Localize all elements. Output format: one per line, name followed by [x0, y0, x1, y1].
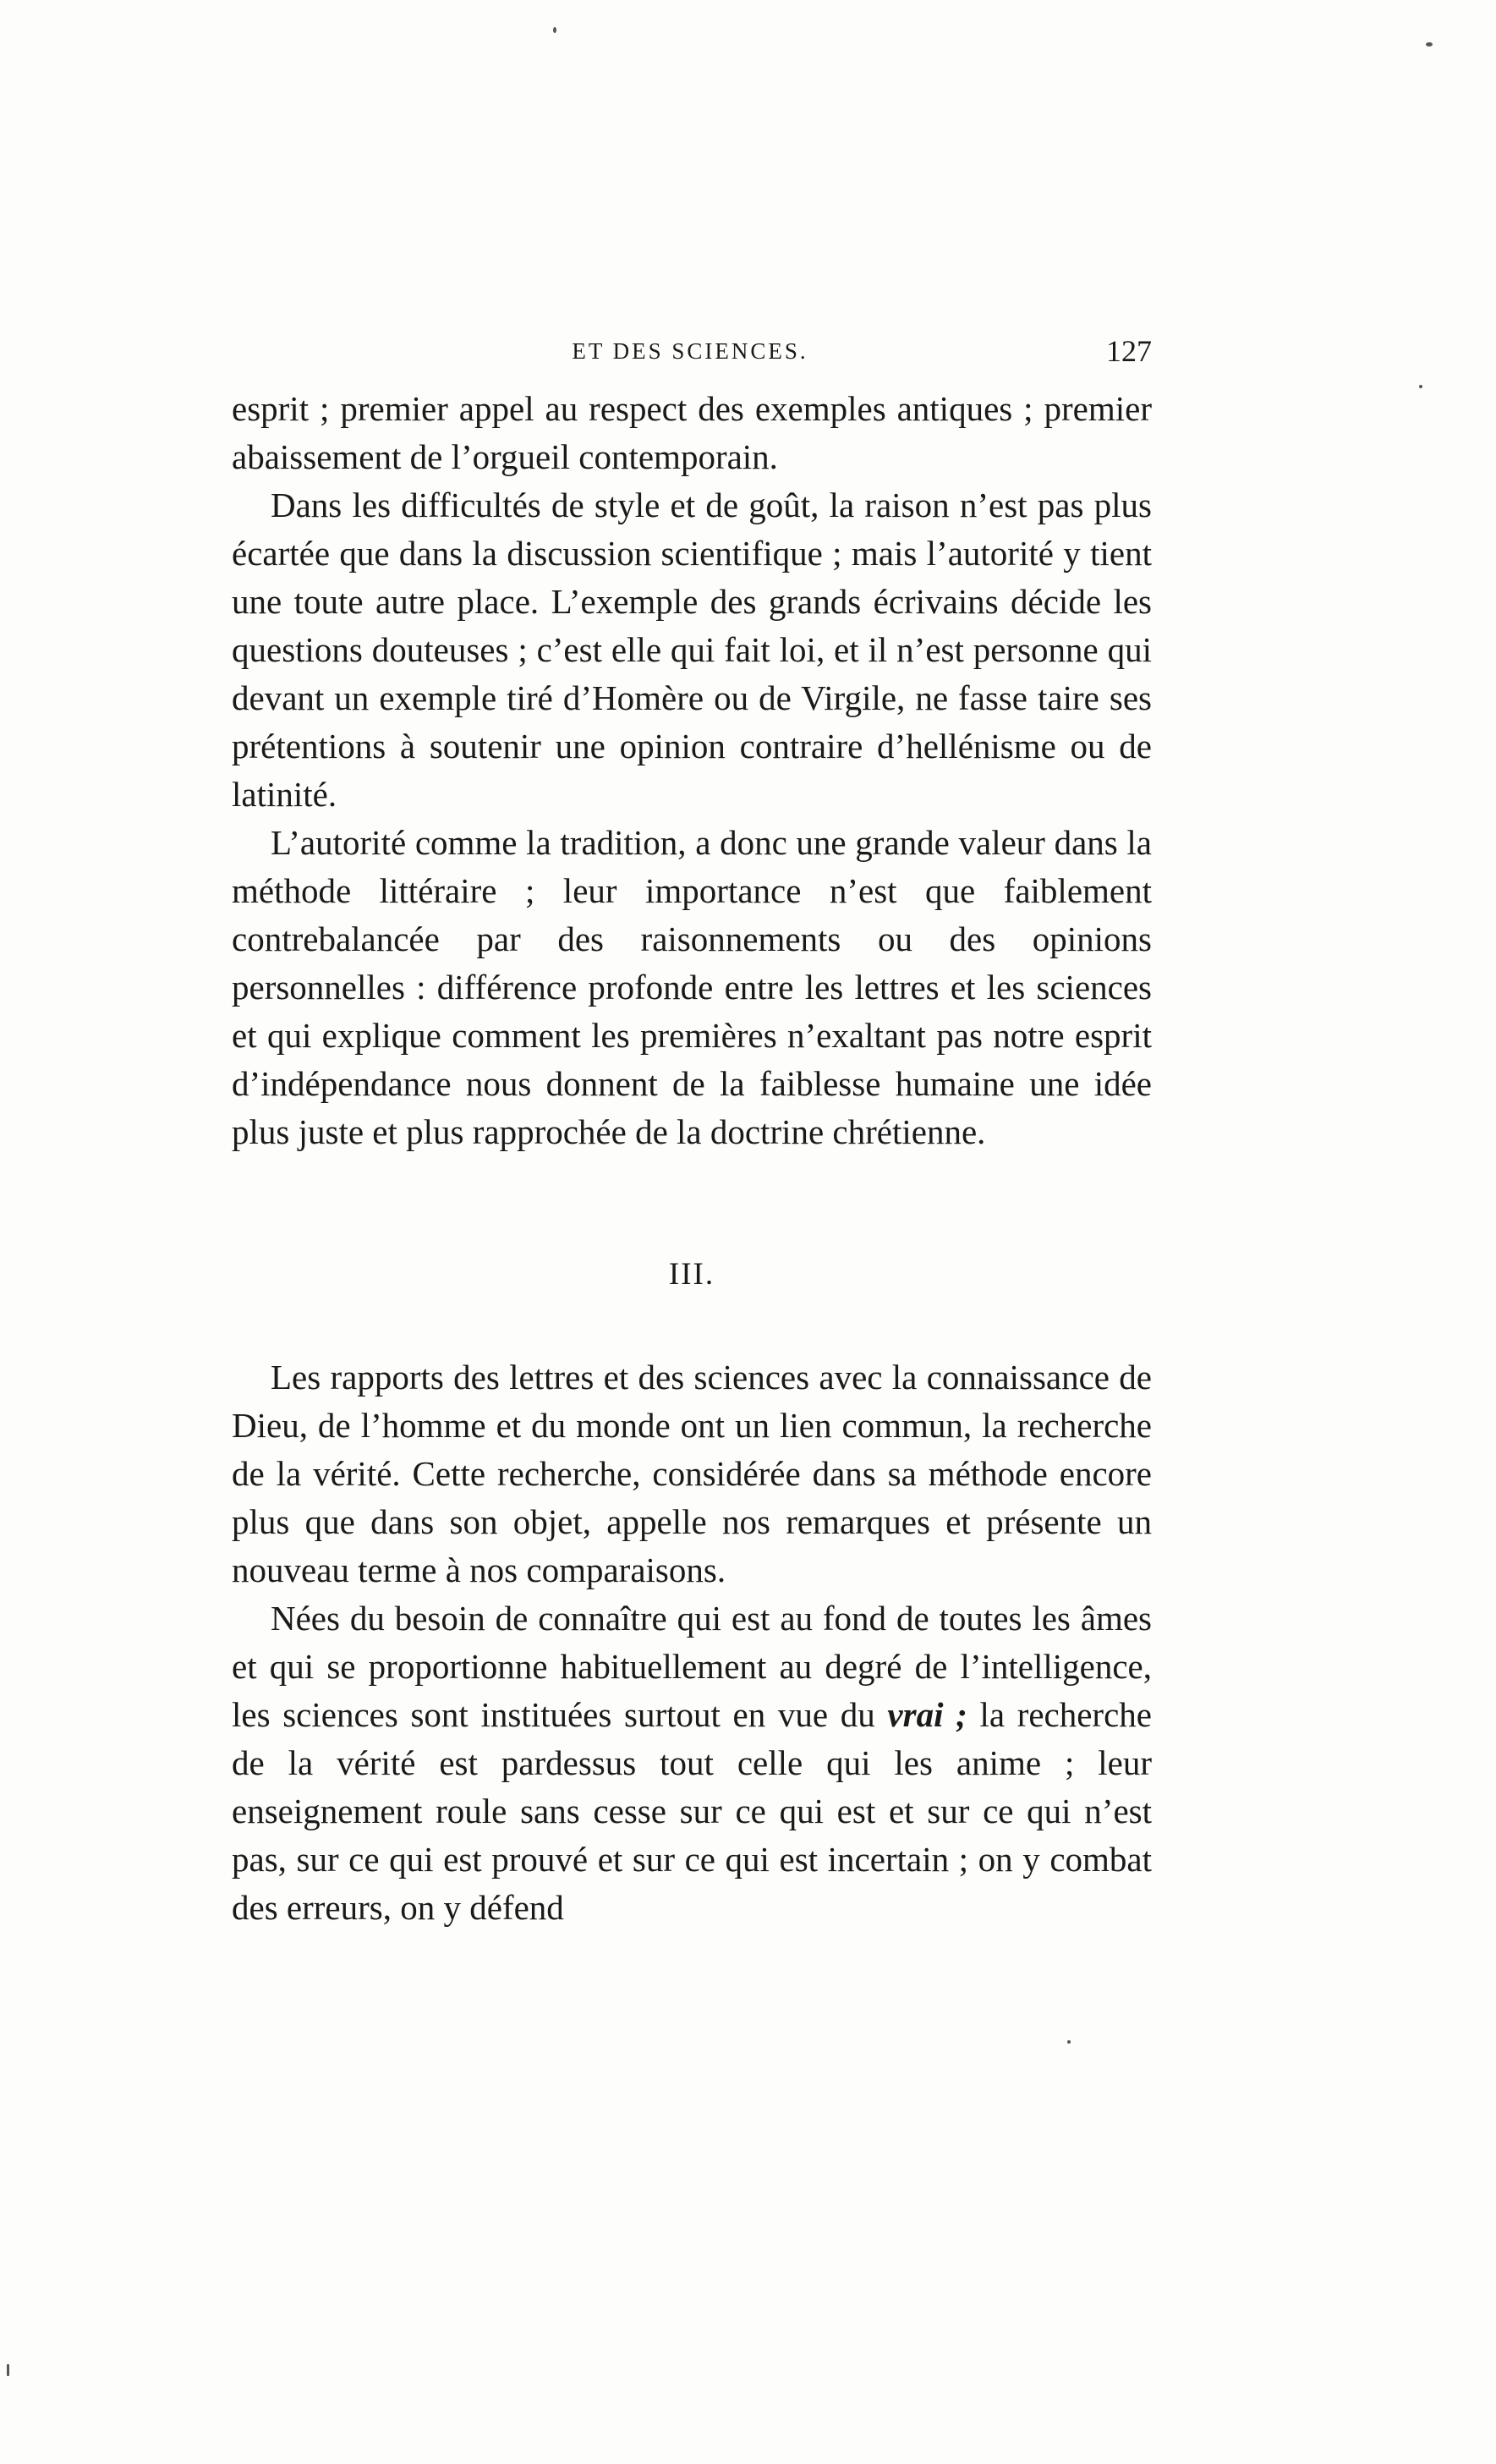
text-block-upper: [232, 385, 1152, 1156]
paragraph-continuation: esprit ; premier appel au respect des exemples antiques ; premier abaissement de l’orgueil contemporain.: [232, 389, 1152, 476]
scan-speck: [1067, 2040, 1071, 2044]
scan-speck: [1419, 385, 1422, 388]
paragraph-text: Nées du besoin de connaître qui est au fond de toutes les âmes et qui se proportionne habituellement au degré de l’intelligence, les sciences sont instituées surtout en vue du: [232, 1599, 1152, 1734]
paragraph: L’autorité comme la tradition, a donc une grande valeur dans la méthode littéraire ; leur importance n’est que faiblement contrebalancée par des raisonnements ou des opinions personnelles : différence profonde entre les lettres et les sciences et qui explique comment les premières n’exaltant pas notre esprit d’indépendance nous donnent de la faiblesse humaine une idée plus juste et plus rapprochée de la doctrine chrétienne.: [232, 823, 1152, 1151]
paragraph: Dans les difficultés de style et de goût, la raison n’est pas plus écartée que dans la discussion scientifique ; mais l’autorité y tient une toute autre place. L’exemple des grands écrivains décide les questions douteuses ; c’est elle qui fait loi, et il n’est personne qui devant un exemple tiré d’Homère ou de Virgile, ne fasse taire ses prétentions à soutenir une opinion contraire d’hellénisme ou de latinité.: [232, 486, 1152, 814]
scan-speck: [1426, 42, 1433, 47]
running-title: ET DES SCIENCES.: [572, 338, 808, 364]
page-number: 127: [1106, 334, 1152, 368]
scan-speck: [7, 2364, 9, 2376]
italic-emphasis: vrai ;: [887, 1695, 967, 1734]
text-block-lower: [232, 1353, 1152, 1932]
scan-speck: [553, 27, 556, 33]
paragraph: Les rapports des lettres et des sciences avec la connaissance de Dieu, de l’homme et du monde ont un lien commun, la recherche de la vérité. Cette recherche, considérée dans sa méthode encore plus que dans son objet, appelle nos remarques et présente un nouveau terme à nos comparaisons.: [232, 1358, 1152, 1589]
paragraph-last: [232, 1594, 1152, 1932]
paragraph-text: la recherche de la vérité est pardessus tout celle qui les anime ; leur enseignement roule sans cesse sur ce qui est et sur ce qui n’est pas, sur ce qui est prouvé et sur ce qui est incertain ; on y combat des erreurs, on y défend: [232, 1695, 1152, 1927]
section-heading: III.: [668, 1257, 715, 1292]
running-head: [228, 334, 1152, 381]
